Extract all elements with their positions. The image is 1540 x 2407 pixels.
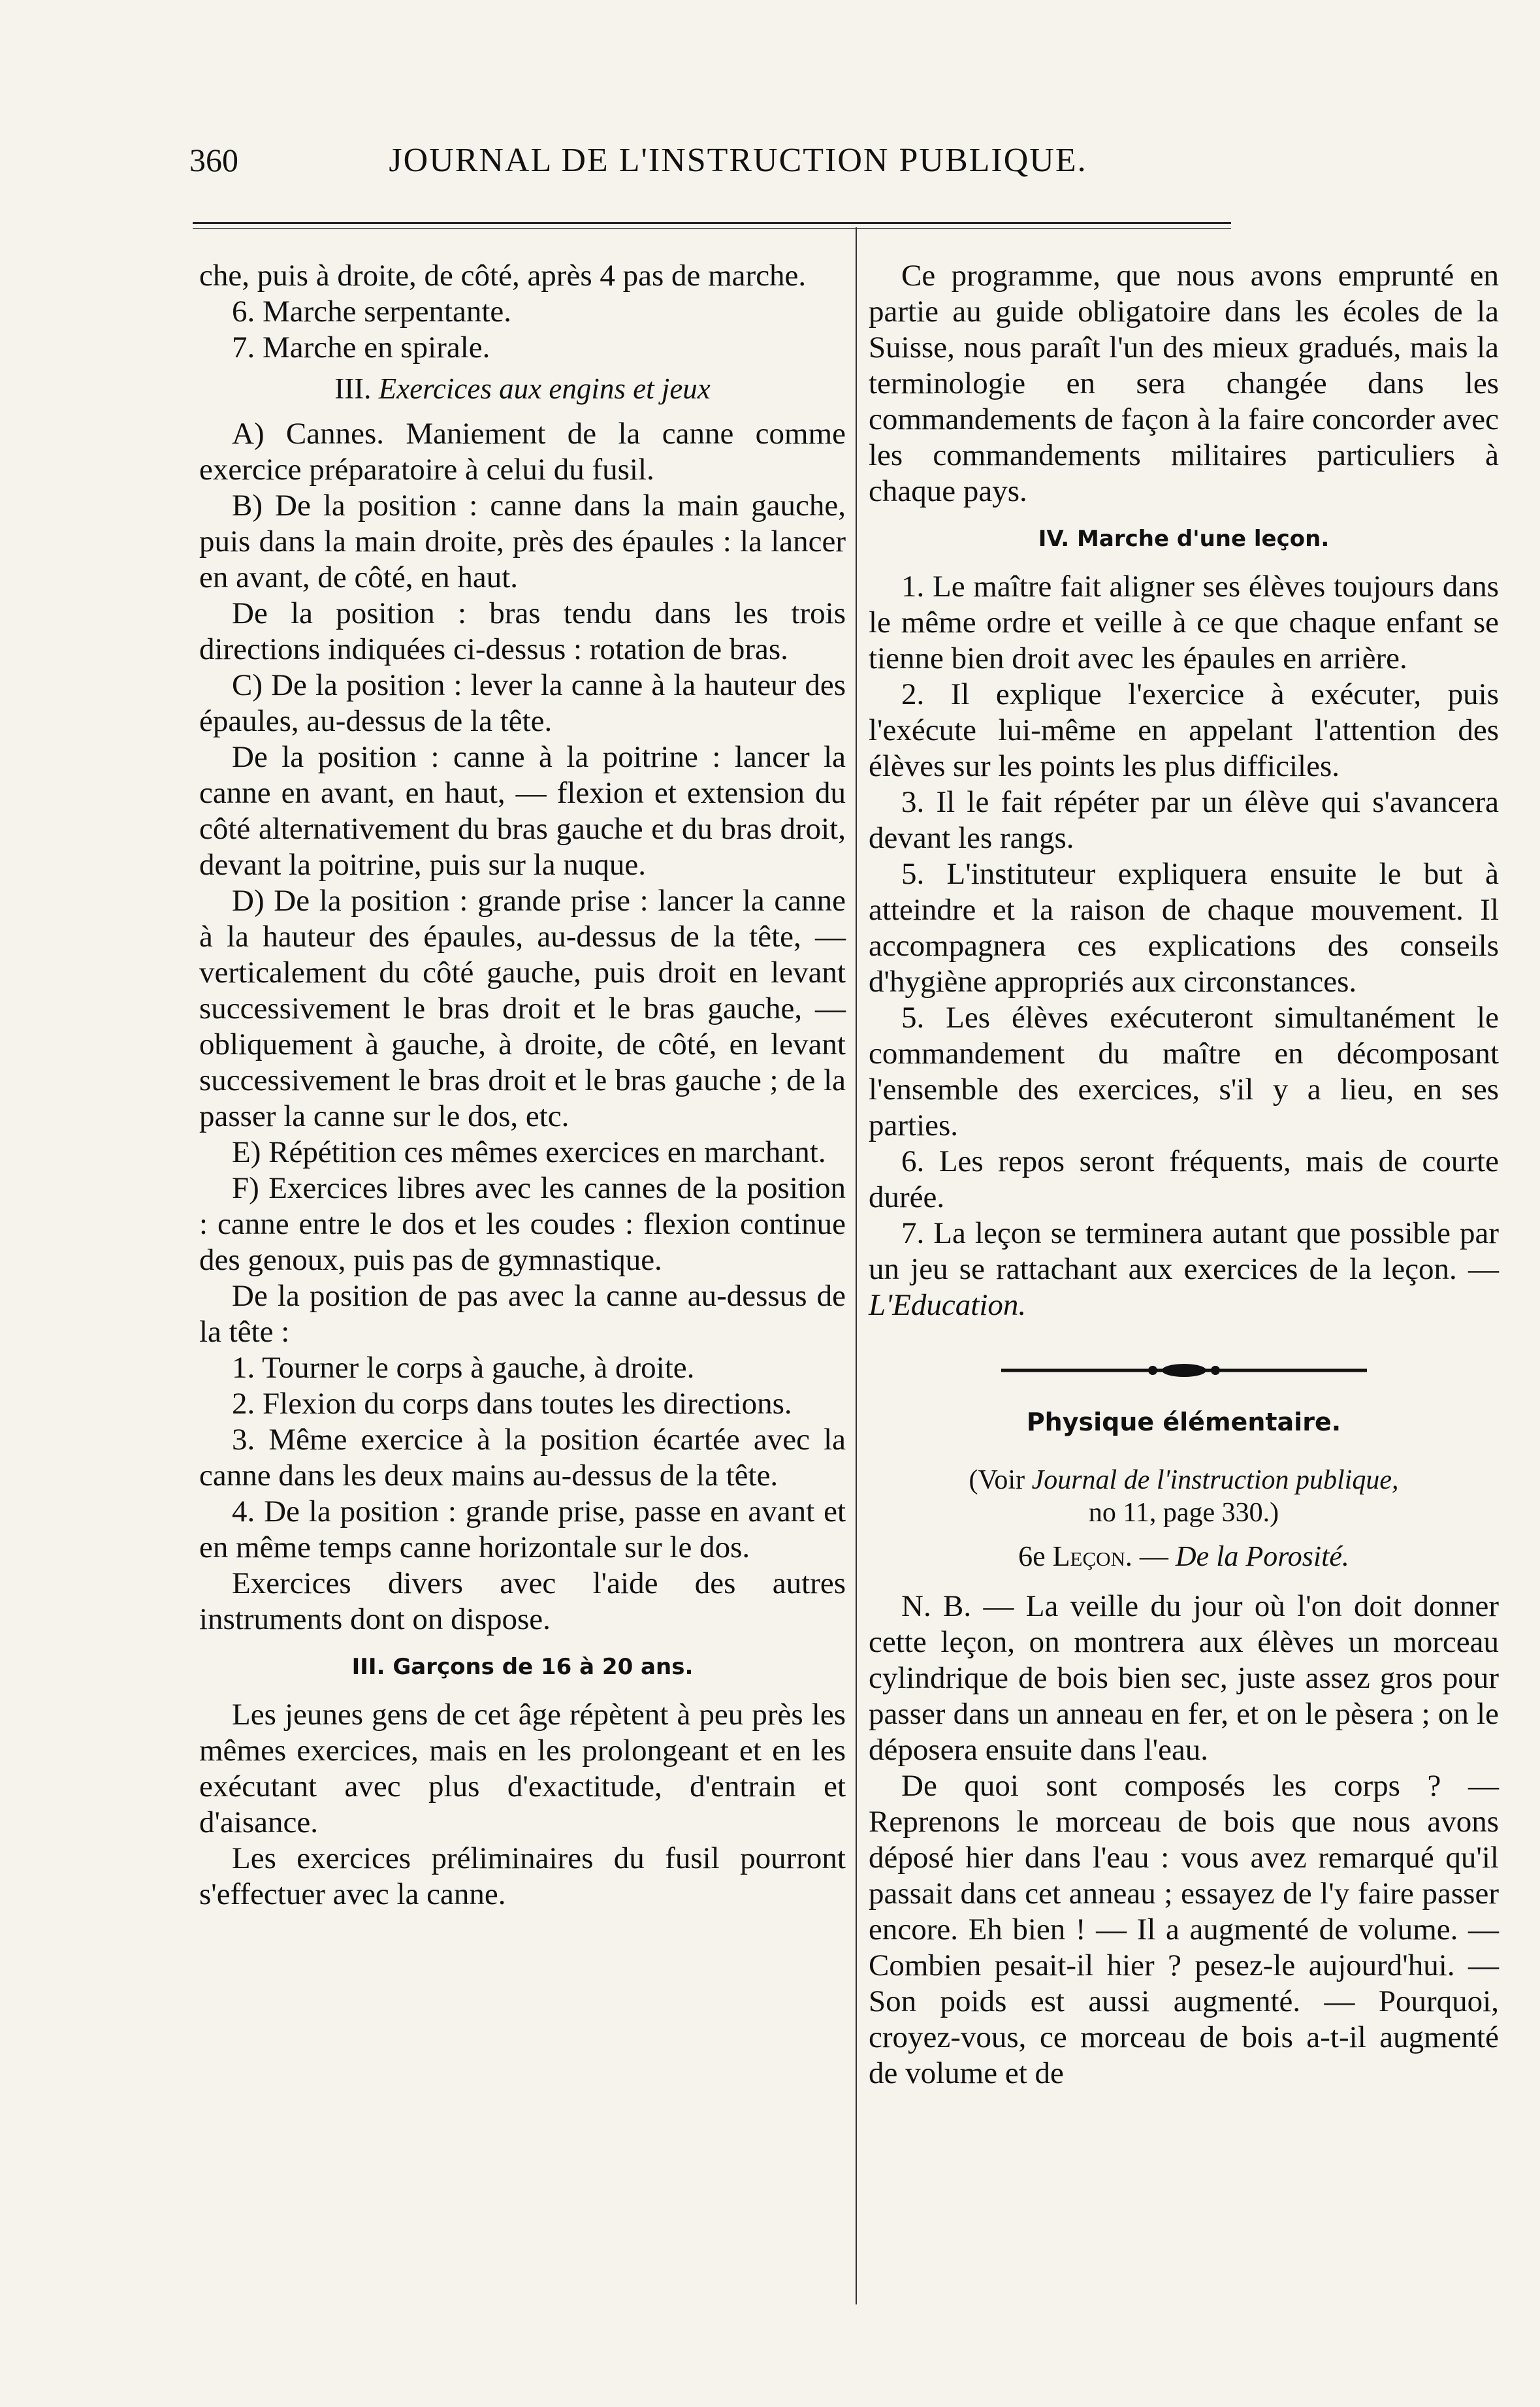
lesson-number: 6e [1018,1540,1053,1572]
list-item: 5. Les élèves exécuteront simultanément le commandement du maître en décomposant l'ensemble des exercices, s'il y a lieu, en ses parties. [869,1001,1499,1142]
section-heading [199,371,846,407]
paragraph: B) De la position : canne dans la main gauche, puis dans la main droite, près des épaules : la lancer en avant, de côté, en haut. [199,489,846,594]
ref-prefix: (Voir [969,1465,1032,1495]
column-divider [856,227,857,2304]
paragraph: Exercices divers avec l'aide des autres instruments dont on dispose. [199,1566,846,1636]
paragraph: che, puis à droite, de côté, après 4 pas de marche. [199,259,807,293]
section-heading-text: Exercices aux engins et jeux [378,372,711,405]
right-column [869,258,1499,2092]
header-double-rule [193,222,1231,229]
left-column [199,258,846,1913]
list-item: 3. Même exercice à la position écartée avec la canne dans les deux mains au-dessus de la tête. [199,1423,846,1493]
reference-note [869,1464,1499,1496]
list-item: 7. Marche en spirale. [232,331,490,364]
ref-journal: Journal de l'instruction publique, [1031,1465,1399,1495]
paragraph: F) Exercices libres avec les cannes de la position : canne entre le dos et les coudes : flexion continue des genoux, puis pas de gymnastique. [199,1171,846,1277]
paragraph: De quoi sont composés les corps ? — Reprenons le morceau de bois que nous avons déposé hier dans l'eau : vous avez remarqué qu'il passait dans cet anneau ; essayez de l'y faire passer encore. Eh bien ! — Il a augmenté de volume. — Combien pesait-il hier ? pesez-le aujourd'hui. — Son poids est aussi augmenté. — Pourquoi, croyez-vous, ce morceau de bois a-t-il augmenté de volume et de [869,1769,1499,2090]
paragraph: De la position : canne à la poitrine : lancer la canne en avant, en haut, — flexion et extension du côté alternativement du bras gauche et du bras droit, devant la poitrine, puis sur la nuque. [199,740,846,882]
paragraph: Ce programme, que nous avons emprunté en partie au guide obligatoire dans les écoles de la Suisse, nous paraît l'un des mieux gradués, mais la terminologie en sera changée dans les commandements de façon à la faire concorder avec les commandements militaires particuliers à chaque pays. [869,259,1499,508]
paragraph: Les exercices préliminaires du fusil pourront s'effectuer avec la canne. [199,1841,846,1911]
list-item: 5. L'instituteur expliquera ensuite le but à atteindre et la raison de chaque mouvement. Il accompagnera ces explications des conseils d'hygiène appropriés aux circonstances. [869,857,1499,999]
source-citation: L'Education. [869,1288,1027,1322]
paragraph: D) De la position : grande prise : lancer la canne à la hauteur des épaules, au-dessus de la tête, — verticalement du côté gauche, puis droit en levant successivement le bras droit et le bras gauche, — obliquement à gauche, à droite, de côté, en levant successivement le bras droit et le bras gauche ; de la passer la canne sur le dos, etc. [199,884,846,1133]
section-heading: III. Garçons de 16 à 20 ans. [351,1654,694,1680]
article-title: Physique élémentaire. [1026,1408,1341,1436]
paragraph: A) Cannes. Maniement de la canne comme exercice préparatoire à celui du fusil. [199,417,846,487]
page-number: 360 [189,142,238,178]
lesson-heading [869,1538,1499,1574]
paragraph: E) Répétition ces mêmes exercices en marchant. [232,1135,826,1169]
list-item: 6. Les repos seront fréquents, mais de courte durée. [869,1144,1499,1214]
paragraph: N. B. — La veille du jour où l'on doit donner cette leçon, on montrera aux élèves un morceau cylindrique de bois bien sec, juste assez gros pour passer dans un anneau en fer, et on le pèsera ; on le déposera ensuite dans l'eau. [869,1589,1499,1767]
page-header [189,131,1234,189]
paragraph: Les jeunes gens de cet âge répètent à peu près les mêmes exercices, mais en les prolongeant et en les exécutant avec plus d'exactitude, d'entrain et d'aisance. [199,1698,846,1839]
ornament-divider [869,1363,1499,1378]
section-heading: IV. Marche d'une leçon. [1038,526,1330,552]
list-item [869,1216,1499,1323]
paragraph: C) De la position : lever la canne à la hauteur des épaules, au-dessus de la tête. [199,668,846,738]
list-item: 1. Le maître fait aligner ses élèves toujours dans le même ordre et veille à ce que chaque enfant se tienne bien droit avec les épaules en arrière. [869,570,1499,675]
list-item: 6. Marche serpentante. [232,295,512,329]
paragraph: De la position de pas avec la canne au-dessus de la tête : [199,1279,846,1349]
list-item: 2. Il explique l'exercice à exécuter, puis l'exécute lui-même en appelant l'attention des élèves sur les points les plus difficiles. [869,677,1499,783]
paragraph: De la position : bras tendu dans les trois directions indiquées ci-dessus : rotation de bras. [199,596,846,666]
list-item: 4. De la position : grande prise, passe en avant et en même temps canne horizontale sur le dos. [199,1494,846,1564]
list-item: 3. Il le fait répéter par un élève qui s'avancera devant les rangs. [869,785,1499,855]
section-heading-numeral: III. [334,372,372,405]
running-title: JOURNAL DE L'INSTRUCTION PUBLIQUE. [389,141,1087,179]
list-item: 2. Flexion du corps dans toutes les directions. [232,1387,792,1421]
list-item-text: 7. La leçon se terminera autant que possible par un jeu se rattachant aux exercices de la leçon. — [869,1216,1499,1286]
list-item: 1. Tourner le corps à gauche, à droite. [232,1351,695,1385]
lesson-dash: — [1132,1540,1176,1572]
lesson-topic: De la Porosité. [1175,1540,1349,1572]
reference-note-suffix: no 11, page 330.) [1088,1498,1279,1528]
lesson-label: Leçon. [1052,1540,1132,1572]
ornament-rule-icon [1001,1363,1367,1378]
